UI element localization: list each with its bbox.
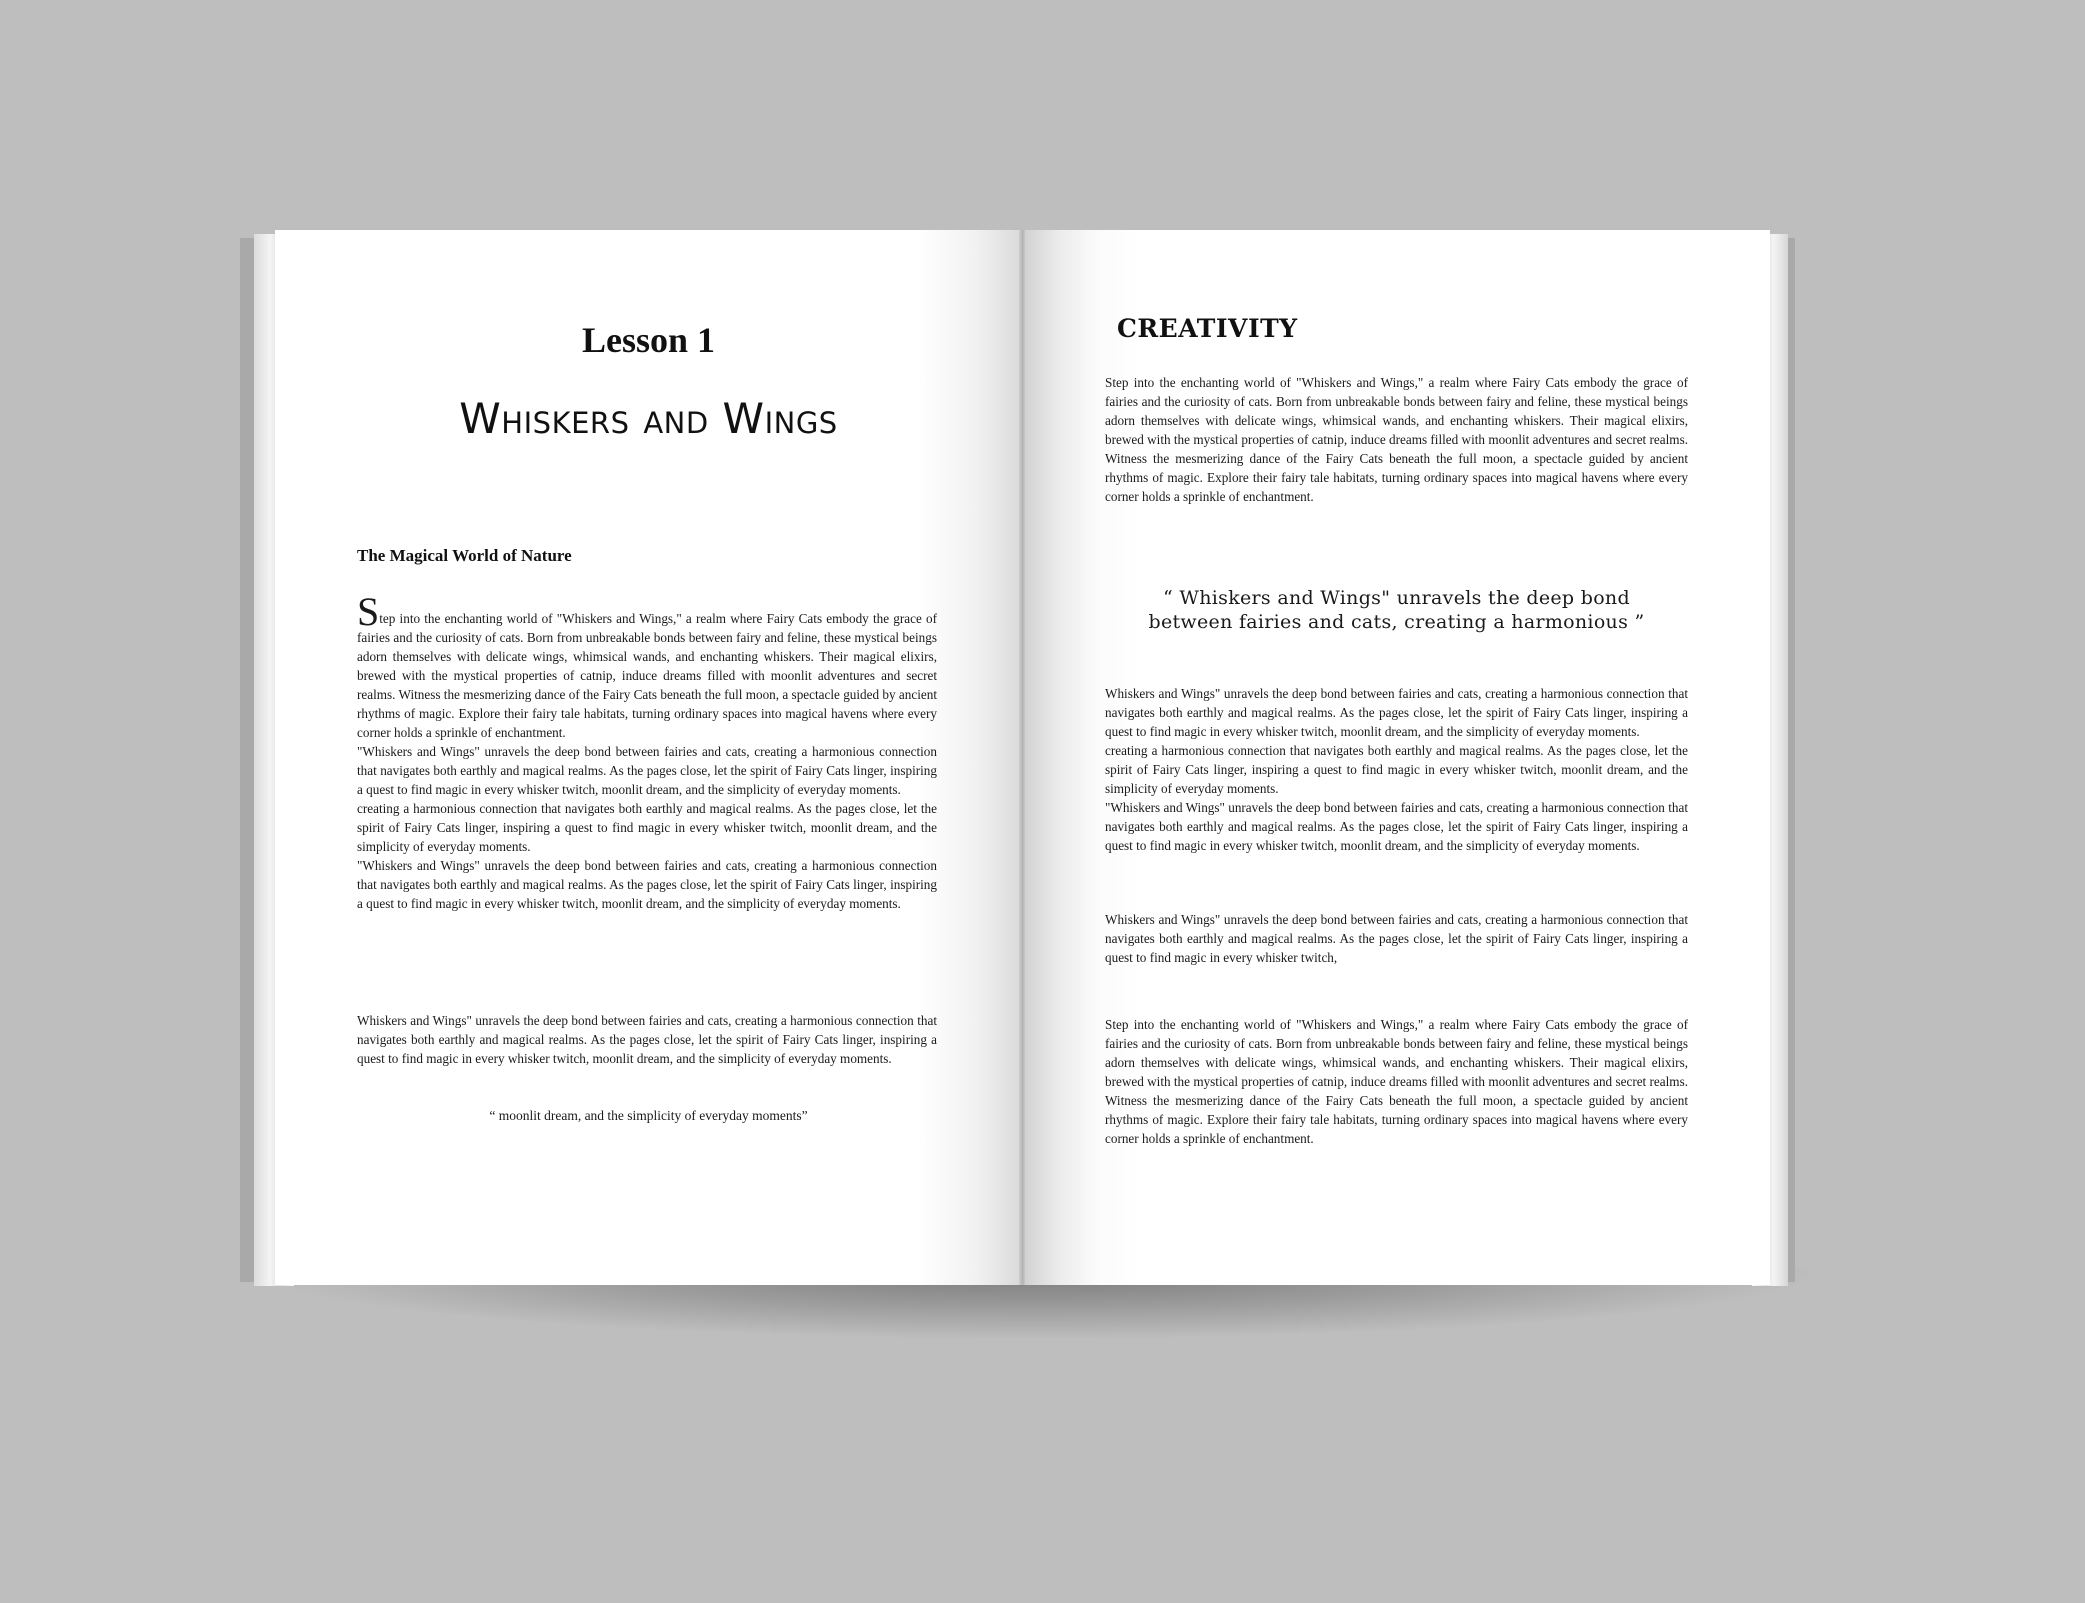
paragraph: Whiskers and Wings" unravels the deep bond between fairies and cats, creating a harmonious connection that navigates both earthly and magical realms. As the pages close, let the spirit of Fairy Cats linger, inspiring a quest to find magic in every whisker twitch, moonlit dream, and the simplicity of everyday moments.	[357, 1013, 937, 1066]
paragraph: Whiskers and Wings" unravels the deep bond between fairies and cats, creating a harmonious connection that navigates both earthly and magical realms. As the pages close, let the spirit of Fairy Cats linger, inspiring a quest to find magic in every whisker twitch,	[1105, 912, 1688, 965]
pull-quote-line: between fairies and cats, creating a harmonious ”	[1148, 611, 1645, 633]
paragraph: Step into the enchanting world of "Whiskers and Wings," a realm where Fairy Cats embody the grace of fairies and the curiosity of cats. Born from unbreakable bonds between fairy and feline, these mystical beings adorn themselves with delicate wings, whimsical wands, and enchanting whiskers. Their magical elixirs, brewed with the mystical properties of catnip, induce dreams filled with moonlit adventures and secret realms. Witness the mesmerizing dance of the Fairy Cats beneath the full moon, a spectacle guided by ancient rhythms of magic. Explore their fairy tale habitats, turning ordinary spaces into magical havens where every corner holds a sprinkle of enchantment.	[1105, 1017, 1688, 1146]
paragraph: creating a harmonious connection that navigates both earthly and magical realms. As the pages close, let the spirit of Fairy Cats linger, inspiring a quest to find magic in every whisker twitch, moonlit dream, and the simplicity of everyday moments.	[357, 801, 937, 854]
paragraph: "Whiskers and Wings" unravels the deep bond between fairies and cats, creating a harmonious connection that navigates both earthly and magical realms. As the pages close, let the spirit of Fairy Cats linger, inspiring a quest to find magic in every whisker twitch, moonlit dream, and the simplicity of everyday moments.	[357, 744, 937, 797]
right-page	[1022, 230, 1770, 1285]
section-heading: The Magical World of Nature	[357, 546, 572, 565]
right-text-block-1	[1105, 373, 1688, 506]
left-page	[275, 230, 1022, 1285]
lesson-subtitle: Whiskers and Wings	[459, 394, 838, 443]
lesson-title: Lesson 1	[581, 320, 716, 360]
right-text-block-3	[1105, 910, 1688, 967]
paragraph: "Whiskers and Wings" unravels the deep bond between fairies and cats, creating a harmonious connection that navigates both earthly and magical realms. As the pages close, let the spirit of Fairy Cats linger, inspiring a quest to find magic in every whisker twitch, moonlit dream, and the simplicity of everyday moments.	[357, 858, 937, 911]
pull-quote-line: “ Whiskers and Wings" unravels the deep bond	[1163, 587, 1630, 609]
pull-quote: “ moonlit dream, and the simplicity of everyday moments”	[489, 1108, 808, 1123]
paragraph: creating a harmonious connection that navigates both earthly and magical realms. As the pages close, let the spirit of Fairy Cats linger, inspiring a quest to find magic in every whisker twitch, moonlit dream, and the simplicity of everyday moments.	[1105, 743, 1688, 796]
right-text-block-2	[1105, 684, 1688, 855]
paragraph: Whiskers and Wings" unravels the deep bond between fairies and cats, creating a harmonious connection that navigates both earthly and magical realms. As the pages close, let the spirit of Fairy Cats linger, inspiring a quest to find magic in every whisker twitch, moonlit dream, and the simplicity of everyday moments.	[1105, 686, 1688, 739]
right-text-block-4	[1105, 1015, 1688, 1148]
left-text-block	[357, 589, 937, 913]
pull-quote	[1105, 586, 1688, 634]
paragraph	[357, 589, 937, 742]
drop-cap: S	[357, 589, 380, 634]
paragraph: "Whiskers and Wings" unravels the deep bond between fairies and cats, creating a harmonious connection that navigates both earthly and magical realms. As the pages close, let the spirit of Fairy Cats linger, inspiring a quest to find magic in every whisker twitch, moonlit dream, and the simplicity of everyday moments.	[1105, 800, 1688, 853]
page-heading: CREATIVITY	[1117, 314, 1298, 343]
book-gutter	[1019, 230, 1025, 1285]
paragraph-text: tep into the enchanting world of "Whiskers and Wings," a realm where Fairy Cats embody the grace of fairies and the curiosity of cats. Born from unbreakable bonds between fairy and feline, these mystical beings adorn themselves with delicate wings, whimsical wands, and enchanting whiskers. Their magical elixirs, brewed with the mystical properties of catnip, induce dreams filled with moonlit adventures and secret realms. Witness the mesmerizing dance of the Fairy Cats beneath the full moon, a spectacle guided by ancient rhythms of magic. Explore their fairy tale habitats, turning ordinary spaces into magical havens where every corner holds a sprinkle of enchantment.	[357, 611, 937, 740]
paragraph: Step into the enchanting world of "Whiskers and Wings," a realm where Fairy Cats embody the grace of fairies and the curiosity of cats. Born from unbreakable bonds between fairy and feline, these mystical beings adorn themselves with delicate wings, whimsical wands, and enchanting whiskers. Their magical elixirs, brewed with the mystical properties of catnip, induce dreams filled with moonlit adventures and secret realms. Witness the mesmerizing dance of the Fairy Cats beneath the full moon, a spectacle guided by ancient rhythms of magic. Explore their fairy tale habitats, turning ordinary spaces into magical havens where every corner holds a sprinkle of enchantment.	[1105, 375, 1688, 504]
left-text-block-2	[357, 1011, 937, 1068]
